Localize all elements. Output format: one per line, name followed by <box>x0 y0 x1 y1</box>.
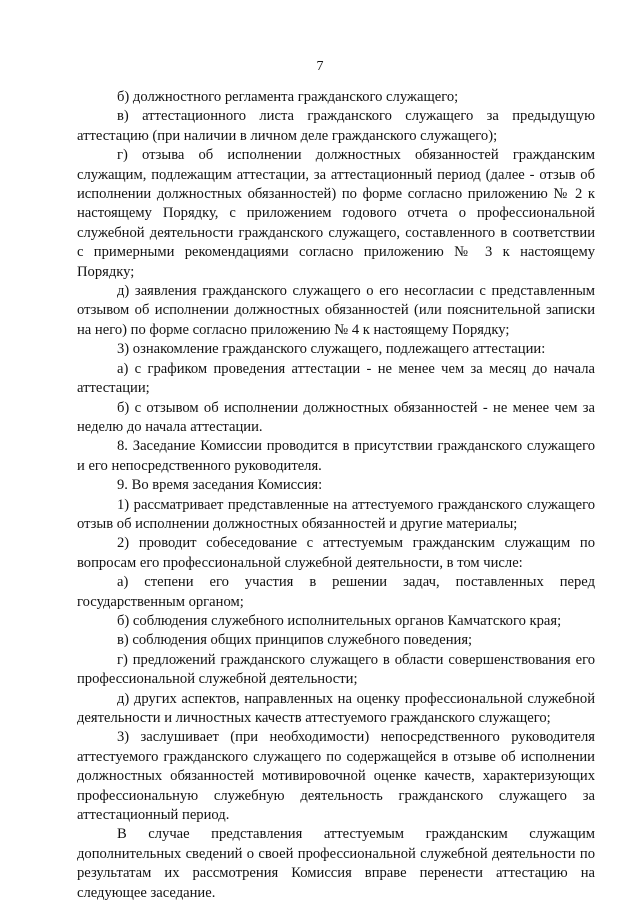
page-number: 7 <box>316 59 324 74</box>
paragraph-d-disagreement-statement: д) заявления гражданского служащего о его несогласии с представленным отзывом об исполнении должностных обязанностей (или пояснительной записки на него) по форме согласно приложению № 4 к настоящему Порядку; <box>77 283 595 338</box>
paragraph-g-proposals: г) предложений гражданского служащего в области совершенствования его профессиональной служебной деятельности; <box>77 651 595 688</box>
paragraph-b-regulation: б) должностного регламента гражданского служащего; <box>117 89 459 105</box>
paragraph-postpone-attestation: В случае представления аттестуемым гражданским служащим дополнительных сведений о своей профессиональной служебной деятельности по результатам их рассмотрения Комиссия вправе перенести аттестацию на следующее заседание. <box>77 826 595 901</box>
paragraph-3-familiarization: 3) ознакомление гражданского служащего, подлежащего аттестации: <box>117 341 546 358</box>
paragraph-v-conduct-principles: в) соблюдения общих принципов служебного поведения; <box>117 632 473 649</box>
paragraph-b-compliance: б) соблюдения служебного исполнительных органов Камчатского края; <box>117 612 562 629</box>
paragraph-8-commission-meeting: 8. Заседание Комиссии проводится в присутствии гражданского служащего и его непосредственного руководителя. <box>77 438 595 474</box>
paragraph-9-1-review-materials: 1) рассматривает представленные на аттестуемого гражданского служащего отзыв об исполнении должностных обязанностей и другие материалы; <box>77 496 595 532</box>
paragraph-9-commission-duties: 9. Во время заседания Комиссия: <box>117 477 323 494</box>
paragraph-g-performance-review: г) отзыва об исполнении должностных обязанностей гражданским служащим, подлежащим аттестации, за аттестационный период (далее - отзыв об исполнении должностных обязанностей) по форме согласно приложению № 2 к настоящему Порядку, с приложением годового отчета о профессиональной служебной деятельности гражданского служащего, составленного в соответствии с примерными рекомендациями согласно приложению № 3 к настоящему Порядку; <box>77 147 595 280</box>
paragraph-b-review-deadline: б) с отзывом об исполнении должностных обязанностей - не менее чем за неделю до начала аттестации. <box>77 399 595 435</box>
paragraph-a-participation: а) степени его участия в решении задач, поставленных перед государственным органом; <box>77 574 595 610</box>
paragraph-a-schedule: а) с графиком проведения аттестации - не менее чем за месяц до начала аттестации; <box>77 360 595 397</box>
paragraph-9-3-hear-supervisor: 3) заслушивает (при необходимости) непосредственного руководителя аттестуемого гражданского служащего по содержащейся в отзыве об исполнении должностных обязанностей мотивировочной оценке качеств, характеризующих профессиональную служебную деятельность гражданского служащего за аттестационный период. <box>77 729 595 824</box>
paragraph-v-attestation-sheet: в) аттестационного листа гражданского служащего за предыдущую аттестацию (при наличии в личном деле гражданского служащего); <box>77 108 595 144</box>
paragraph-9-2-interview: 2) проводит собеседование с аттестуемым гражданским служащим по вопросам его профессиональной служебной деятельности, в том числе: <box>77 535 595 571</box>
paragraph-d-other-aspects: д) других аспектов, направленных на оценку профессиональной служебной деятельности и личностных качеств аттестуемого гражданского служащего; <box>77 690 595 726</box>
document-body <box>77 88 595 903</box>
